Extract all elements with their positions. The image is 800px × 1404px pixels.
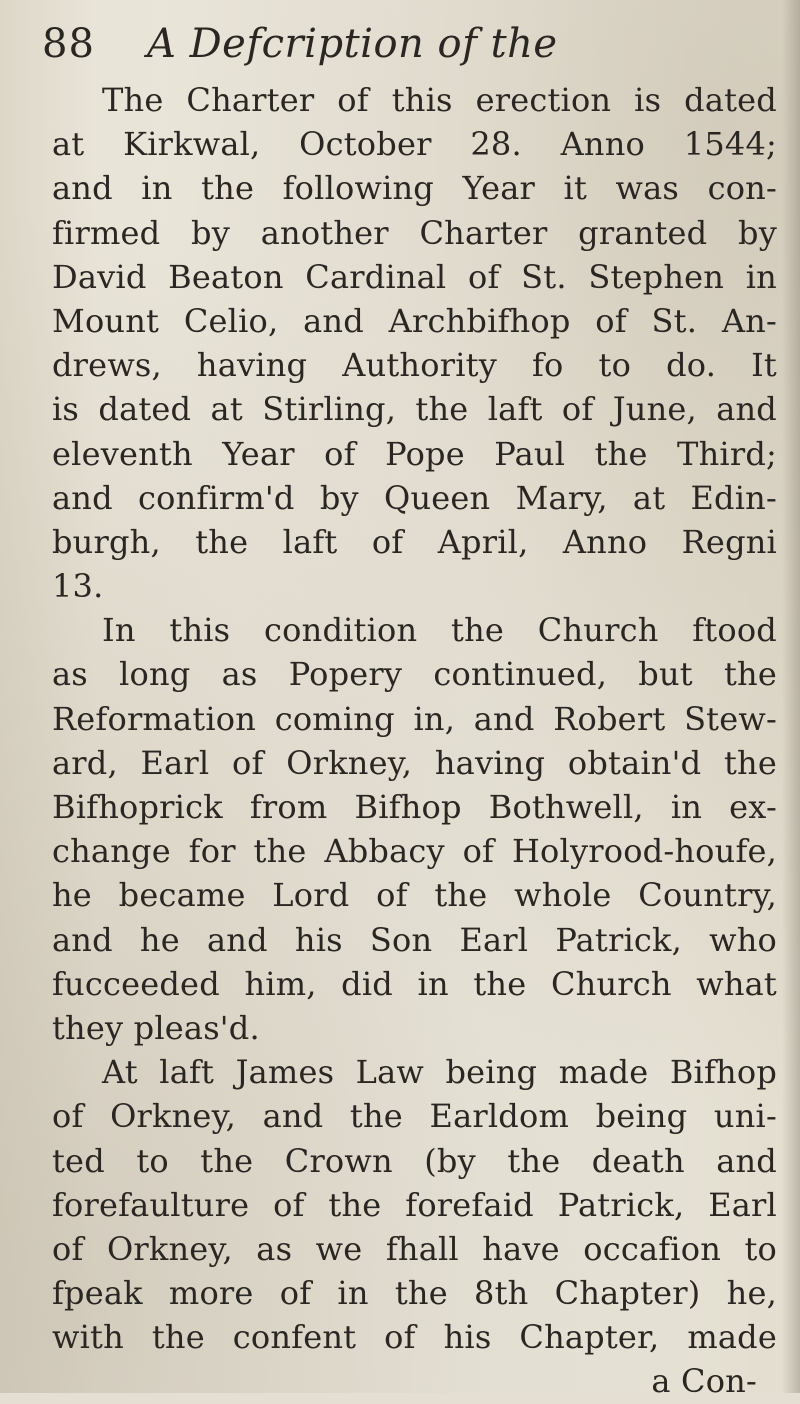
text-line: Mount Celio, and Archbifhop of St. An-: [52, 301, 777, 340]
page-number: 88: [42, 21, 95, 67]
text-line: The Charter of this erection is dated: [102, 81, 777, 119]
text-line: Bifhoprick from Bifhop Bothwell, in ex-: [52, 788, 777, 826]
text-line: burgh, the laft of April, Anno Regni: [52, 522, 777, 561]
text-line: forefaulture of the forefaid Patrick, Earl: [52, 1185, 777, 1224]
text-line: fpeak more of in the 8th Chapter) he,: [52, 1274, 777, 1313]
text-line: At laft James Law being made Bifhop: [102, 1053, 777, 1092]
text-line: In this condition the Church ftood: [102, 611, 777, 650]
text-line: at Kirkwal, October 28. Anno 1544;: [52, 125, 777, 164]
text-line: Reformation coming in, and Robert Stew-: [52, 699, 777, 738]
text-line: 13.: [52, 567, 104, 606]
text-line: change for the Abbacy of Holyrood-houfe,: [52, 832, 777, 871]
running-head: [42, 14, 760, 74]
text-line: firmed by another Charter granted by: [52, 213, 777, 252]
text-line: with the confent of his Chapter, made: [52, 1318, 777, 1357]
running-title: A Defcription of the: [147, 21, 558, 67]
text-line: and in the following Year it was con-: [52, 169, 777, 208]
catchword: a Con-: [651, 1362, 757, 1401]
text-line: ard, Earl of Orkney, having obtain'd the: [52, 743, 777, 782]
text-line: David Beaton Cardinal of St. Stephen in: [52, 257, 777, 296]
text-line: of Orkney, as we fhall have occafion to: [52, 1229, 777, 1268]
text-line: as long as Popery continued, but the: [52, 655, 777, 694]
text-line: they pleas'd.: [52, 1008, 260, 1047]
text-line: and confirm'd by Queen Mary, at Edin-: [52, 478, 777, 517]
text-line: eleventh Year of Pope Paul the Third;: [52, 434, 777, 473]
page-edge-shadow: [782, 0, 800, 1393]
text-line: fucceeded him, did in the Church what: [52, 964, 777, 1003]
text-line: ted to the Crown (by the death and: [52, 1141, 777, 1180]
body-text: [52, 78, 777, 1404]
text-line: and he and his Son Earl Patrick, who: [52, 920, 777, 959]
text-line: he became Lord of the whole Country,: [52, 876, 777, 915]
text-line: is dated at Stirling, the laft of June, and: [52, 390, 777, 429]
text-line: drews, having Authority fo to do. It: [52, 346, 777, 385]
text-line: of Orkney, and the Earldom being uni-: [52, 1097, 777, 1136]
